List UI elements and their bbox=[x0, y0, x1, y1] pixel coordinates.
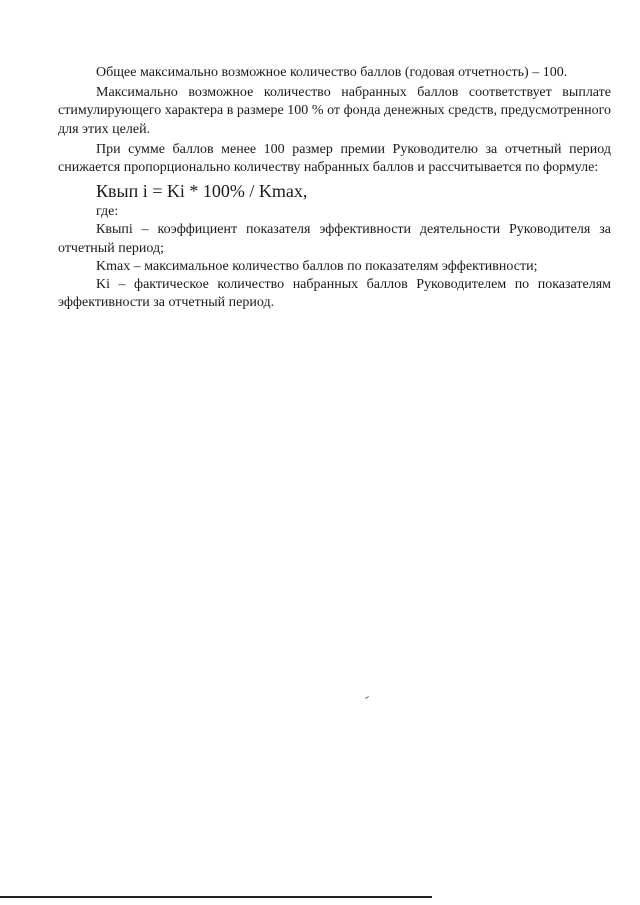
definition-kmax: Kmax – максимальное количество баллов по показателям эффективности; bbox=[96, 258, 538, 274]
formula: Квып i = Ki * 100% / Kmax, bbox=[96, 181, 308, 202]
scan-speck bbox=[365, 696, 369, 699]
where-label: где: bbox=[96, 204, 119, 220]
document-body bbox=[58, 64, 611, 312]
definition-ki: Ki – фактическое количество набранных баллов Руководителем по показателям эффективности за отчетный период. bbox=[58, 277, 611, 311]
paragraph-reduction: При сумме баллов менее 100 размер премии Руководителю за отчетный период снижается пропорционально количеству набранных баллов и рассчитывается по формуле: bbox=[58, 141, 611, 176]
bottom-edge-line bbox=[0, 896, 432, 898]
definition-kvyp: Квыпi – коэффициент показателя эффективности деятельности Руководителя за отчетный период; bbox=[58, 222, 611, 256]
paragraph-max-points: Максимально возможное количество набранных баллов соответствует выплате стимулирующего характера в размере 100 % от фонда денежных средств, предусмотренного для этих целей. bbox=[58, 85, 611, 137]
paragraph-total-points: Общее максимально возможное количество баллов (годовая отчетность) – 100. bbox=[96, 65, 568, 80]
